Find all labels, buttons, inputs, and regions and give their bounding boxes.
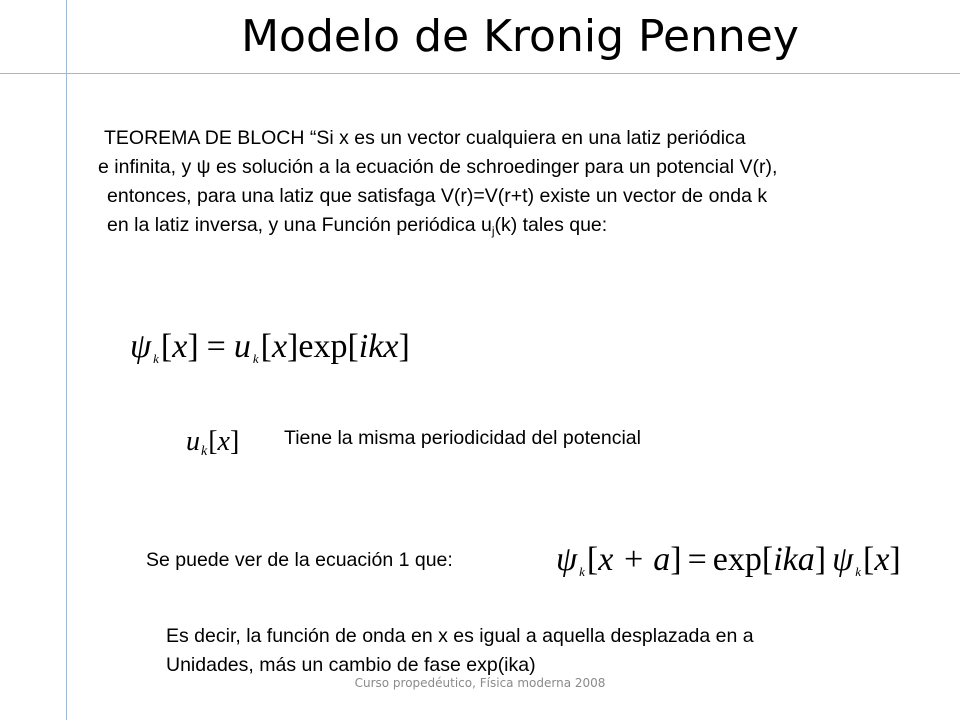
eq1-x-2: x	[271, 328, 288, 365]
conclusion-line-1: Es decir, la función de onda en x es igual a aquella desplazada en a	[166, 625, 754, 647]
periodicity-text: Tiene la misma periodicidad del potencial	[284, 427, 641, 449]
eq3-psi: ψ	[556, 541, 578, 578]
eq3-x-plus-a: x + a	[598, 541, 671, 578]
eq3-psi-subscript: k	[579, 564, 585, 579]
theorem-subscript: j	[491, 224, 495, 238]
eq1-u: u	[233, 328, 251, 365]
eq3-psi-2-subscript: k	[855, 564, 861, 579]
eq1-bracket-close: ]	[187, 328, 199, 365]
eq1-exp: exp	[298, 328, 348, 365]
decorative-vertical-line	[66, 0, 67, 720]
eq1-bracket-open-3: [	[347, 328, 359, 365]
eq1-u-subscript: k	[252, 351, 259, 366]
eq1-bracket-close-3: ]	[398, 328, 410, 365]
eq1-bracket-close-2: ]	[287, 328, 299, 365]
eq2-x: x	[217, 426, 230, 457]
eq3-equals: =	[687, 541, 707, 578]
eq2-u: u	[186, 426, 200, 457]
eq3-bracket-open-2: [	[761, 541, 774, 578]
periodic-function-term	[186, 424, 239, 470]
eq2-bracket-close: ]	[229, 426, 240, 457]
eq3-bracket-open: [	[586, 541, 599, 578]
eq1-bracket-open: [	[160, 328, 173, 365]
decorative-horizontal-line	[0, 73, 960, 74]
eq2-subscript: k	[201, 444, 208, 459]
eq3-bracket-open-3: [	[863, 541, 875, 578]
theorem-line-2: e infinita, y ψ es solución a la ecuación de schroedinger para un potencial V(r),	[98, 156, 778, 178]
slide-title: Modelo de Kronig Penney	[241, 11, 799, 62]
see-equation-text: Se puede ver de la ecuación 1 que:	[146, 549, 453, 571]
eq3-bracket-close-3: ]	[889, 541, 901, 578]
theorem-line-4	[107, 211, 607, 246]
bloch-equation	[130, 327, 410, 379]
eq3-x: x	[874, 541, 890, 578]
eq3-psi-2: ψ	[832, 541, 854, 578]
eq3-bracket-close-2: ]	[814, 541, 827, 578]
eq1-psi-subscript: k	[153, 351, 159, 366]
eq1-bracket-open-2: [	[260, 328, 272, 365]
eq1-ikx: ikx	[358, 328, 399, 365]
theorem-line-3: entonces, para una latiz que satisfaga V(r)=V(r+t) existe un vector de onda k	[107, 185, 768, 207]
translation-equation	[556, 540, 901, 592]
eq1-equals: =	[206, 328, 226, 365]
conclusion-line-2: Unidades, más un cambio de fase exp(ika)	[166, 654, 536, 676]
eq2-bracket-open: [	[208, 426, 218, 457]
eq3-exp: exp	[712, 541, 762, 578]
eq3-ika: ika	[773, 541, 815, 578]
eq1-psi: ψ	[130, 328, 152, 365]
eq3-bracket-close: ]	[670, 541, 682, 578]
theorem-line-1: TEOREMA DE BLOCH “Si x es un vector cualquiera en una latiz periódica	[104, 127, 746, 149]
theorem-line-4-end: (k) tales que:	[494, 214, 608, 236]
footer-text: Curso propedéutico, Física moderna 2008	[354, 676, 606, 690]
theorem-line-4-text: en la latiz inversa, y una Función periódica u	[107, 214, 492, 236]
eq1-x: x	[172, 328, 188, 365]
